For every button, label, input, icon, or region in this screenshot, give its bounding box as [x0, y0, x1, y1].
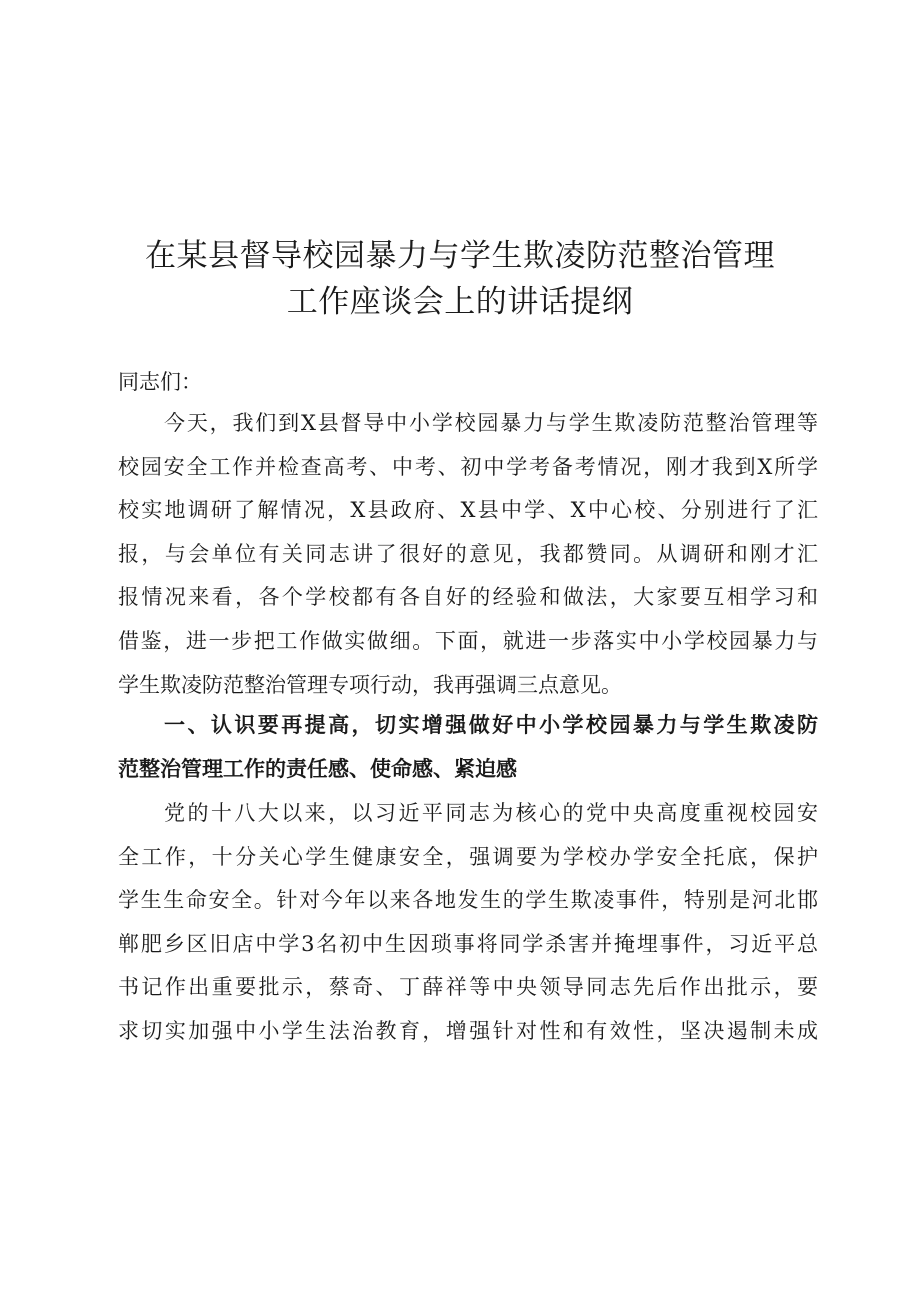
- paragraph-line: 报，与会单位有关同志讲了很好的意见，我都赞同。从调研和刚才汇: [118, 541, 818, 566]
- paragraph-line: 借鉴，进一步把工作做实做细。下面，就进一步落实中小学校园暴力与: [118, 628, 818, 653]
- document-title-line-1: 在某县督导校园暴力与学生欺凌防范整治管理: [145, 238, 775, 274]
- paragraph-line: 今天，我们到X县督导中小学校园暴力与学生欺凌防范整治管理等: [164, 411, 818, 435]
- section-heading-1: [118, 704, 818, 791]
- paragraph-intro: [118, 402, 818, 707]
- heading-line: 范整治管理工作的责任感、使命感、紧迫感: [118, 756, 517, 781]
- paragraph-line: 学生欺凌防范整治管理专项行动，我再强调三点意见。: [118, 672, 622, 697]
- paragraph-section-1: [118, 792, 818, 1054]
- paragraph-line: 郸肥乡区旧店中学3名初中生因琐事将同学杀害并掩埋事件，习近平总: [118, 931, 818, 956]
- paragraph-line: 书记作出重要批示，蔡奇、丁薛祥等中央领导同志先后作出批示，要: [118, 975, 818, 1000]
- salutation: 同志们：: [118, 370, 202, 394]
- paragraph-line: 学生生命安全。针对今年以来各地发生的学生欺凌事件，特别是河北邯: [118, 888, 818, 913]
- paragraph-line: 校园安全工作并检查高考、中考、初中学考备考情况，刚才我到X所学: [118, 454, 818, 479]
- heading-line: 一、认识要再提高，切实增强做好中小学校园暴力与学生欺凌防: [164, 713, 818, 737]
- paragraph-line: 报情况来看，各个学校都有各自好的经验和做法，大家要互相学习和: [118, 585, 818, 610]
- paragraph-line: 校实地调研了解情况，X县政府、X县中学、X中心校、分别进行了汇: [118, 498, 818, 523]
- paragraph-line: 全工作，十分关心学生健康安全，强调要为学校办学安全托底，保护: [118, 844, 818, 869]
- document-title-line-2: 工作座谈会上的讲话提纲: [286, 284, 634, 320]
- paragraph-line: 求切实加强中小学生法治教育，增强针对性和有效性，坚决遏制未成: [118, 1018, 818, 1043]
- paragraph-line: 党的十八大以来，以习近平同志为核心的党中央高度重视校园安: [164, 801, 818, 825]
